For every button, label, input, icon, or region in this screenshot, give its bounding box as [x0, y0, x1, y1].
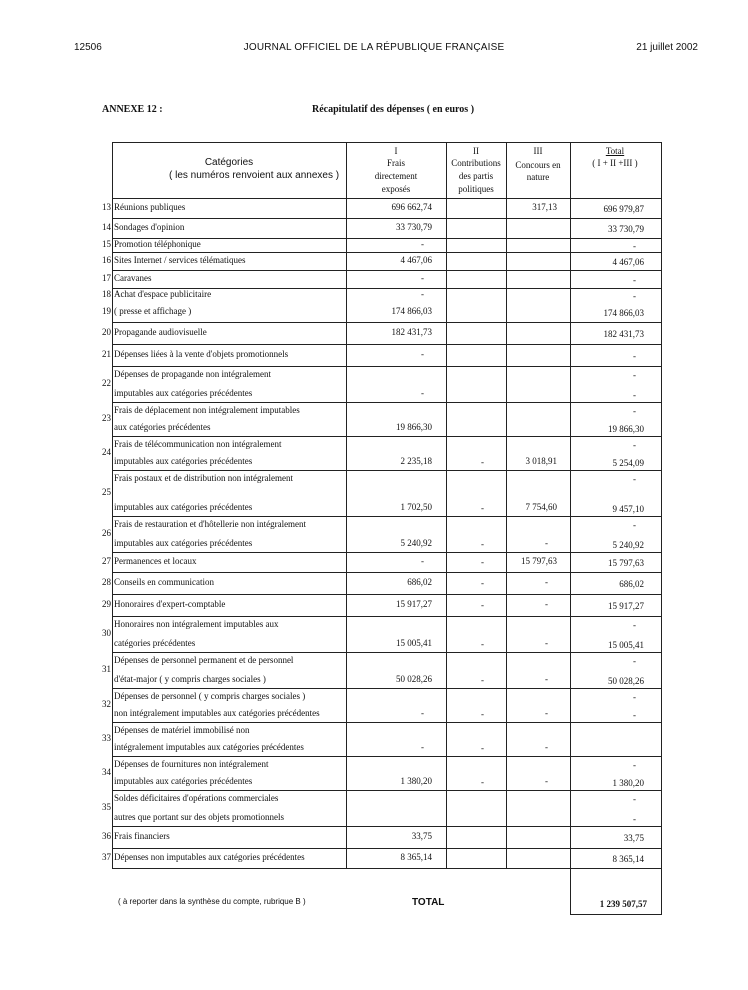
- value-total: 33 730,79: [608, 224, 644, 234]
- row-label: Frais de télécommunication non intégralement: [114, 439, 282, 449]
- row-number: 16: [102, 255, 111, 265]
- row-label: Dépenses de fournitures non intégralement: [114, 759, 269, 769]
- value-col2: -: [481, 777, 484, 787]
- row-number: 22: [102, 378, 111, 388]
- value-total: -: [633, 814, 636, 824]
- row-number: 32: [102, 699, 111, 709]
- table-rule: [112, 436, 661, 437]
- value-col3: -: [545, 674, 548, 684]
- value-col1: -: [421, 289, 424, 299]
- row-label: Conseils en communication: [114, 577, 214, 587]
- row-number: 25: [102, 487, 111, 497]
- annex-title: Récapitulatif des dépenses ( en euros ): [312, 104, 475, 115]
- value-col3: 317,13: [532, 202, 557, 212]
- value-col1: 19 866,30: [396, 422, 432, 432]
- table-rule: [112, 142, 661, 143]
- value-total-top: -: [633, 370, 636, 380]
- row-number: 29: [102, 599, 111, 609]
- table-rule: [112, 722, 661, 723]
- value-total-top: -: [633, 656, 636, 666]
- row-number: 24: [102, 447, 111, 457]
- row-number: 15: [102, 239, 111, 249]
- value-col1: 696 662,74: [391, 202, 432, 212]
- table-rule: [112, 652, 661, 653]
- row-label: Frais de restauration et d'hôtellerie non intégralement: [114, 519, 307, 529]
- table-rule: [112, 366, 661, 367]
- table-rule: [112, 402, 661, 403]
- value-col1: -: [421, 388, 424, 398]
- row-label: ( presse et affichage ): [114, 306, 192, 316]
- header-col3-l2: nature: [526, 172, 550, 182]
- value-total: -: [633, 351, 636, 361]
- row-number: 31: [102, 664, 111, 674]
- table-rule: [112, 790, 661, 791]
- row-label-cont: imputables aux catégories précédentes: [114, 388, 253, 398]
- total-value: 1 239 507,57: [599, 899, 647, 909]
- row-label: Sondages d'opinion: [114, 222, 185, 232]
- row-number: 20: [102, 327, 111, 337]
- value-col1: 1 380,20: [400, 776, 432, 786]
- header-categories: Catégories: [204, 157, 254, 168]
- value-col1: -: [421, 273, 424, 283]
- value-total: 8 365,14: [612, 854, 644, 864]
- row-label: Dépenses de propagande non intégralement: [114, 369, 271, 379]
- row-label-cont: non intégralement imputables aux catégories précédentes: [114, 708, 320, 718]
- table-rule: [112, 848, 661, 849]
- header-col1-l1: Frais: [387, 158, 405, 168]
- value-total: 182 431,73: [603, 329, 644, 339]
- row-number: 21: [102, 349, 111, 359]
- row-label: Caravanes: [114, 273, 152, 283]
- page-number: 12506: [74, 42, 102, 53]
- row-label: Dépenses de personnel ( y compris charges sociales ): [114, 691, 306, 701]
- value-col2: -: [481, 675, 484, 685]
- header-total-l1: Total: [605, 146, 625, 156]
- row-label: Réunions publiques: [114, 202, 186, 212]
- value-total: 686,02: [619, 579, 644, 589]
- value-total: 9 457,10: [612, 504, 644, 514]
- value-total-top: -: [633, 620, 636, 630]
- value-col2: -: [481, 578, 484, 588]
- value-col1: -: [421, 708, 424, 718]
- row-number: 35: [102, 802, 111, 812]
- row-label: Frais postaux et de distribution non intégralement: [114, 473, 293, 483]
- value-total: 15 005,41: [608, 640, 644, 650]
- row-label-cont: imputables aux catégories précédentes: [114, 538, 253, 548]
- value-col2: -: [481, 457, 484, 467]
- value-col3: -: [545, 599, 548, 609]
- table-rule: [112, 198, 661, 199]
- table-rule: [112, 594, 661, 595]
- value-col2: -: [481, 709, 484, 719]
- row-number: 17: [102, 273, 111, 283]
- row-label-cont: d'état-major ( y compris charges sociales ): [114, 674, 266, 684]
- value-total: 33,75: [623, 833, 644, 843]
- total-box: [570, 867, 662, 915]
- row-number: 13: [102, 202, 111, 212]
- value-col3: -: [545, 742, 548, 752]
- value-col2: -: [481, 639, 484, 649]
- value-col3: -: [545, 638, 548, 648]
- header-col2-l3: politiques: [458, 184, 494, 194]
- value-col3: 15 797,63: [521, 556, 557, 566]
- value-col1: -: [421, 349, 424, 359]
- value-total: 19 866,30: [608, 424, 644, 434]
- row-label-cont: imputables aux catégories précédentes: [114, 502, 253, 512]
- value-total: -: [633, 291, 636, 301]
- table-rule: [346, 142, 347, 868]
- table-rule: [112, 616, 661, 617]
- value-col3: 7 754,60: [525, 502, 557, 512]
- row-label: Achat d'espace publicitaire: [114, 289, 212, 299]
- header-col2-l1: Contributions: [451, 158, 501, 168]
- table-rule: [112, 756, 661, 757]
- value-col2: -: [481, 743, 484, 753]
- value-total-top: -: [633, 520, 636, 530]
- header-col3-l1: Concours en: [515, 160, 561, 170]
- row-label: Propagande audiovisuelle: [114, 327, 207, 337]
- header-col3-num: III: [533, 146, 543, 156]
- value-col1: 686,02: [407, 577, 432, 587]
- row-number: 33: [102, 733, 111, 743]
- row-label-cont: catégories précédentes: [114, 638, 196, 648]
- table-rule: [112, 516, 661, 517]
- table-rule: [112, 470, 661, 471]
- row-label: Soldes déficitaires d'opérations commerciales: [114, 793, 279, 803]
- row-label: Dépenses de personnel permanent et de personnel: [114, 655, 294, 665]
- row-label: Frais financiers: [114, 831, 170, 841]
- value-col1: 50 028,26: [396, 674, 432, 684]
- value-total: 5 240,92: [612, 540, 644, 550]
- value-total-top: -: [633, 692, 636, 702]
- table-rule: [112, 322, 661, 323]
- row-label-cont: imputables aux catégories précédentes: [114, 456, 253, 466]
- row-number: 19: [102, 306, 111, 316]
- value-col1: 8 365,14: [400, 852, 432, 862]
- row-number: 14: [102, 222, 111, 232]
- row-label: Dépenses liées à la vente d'objets promotionnels: [114, 349, 289, 359]
- journal-title: JOURNAL OFFICIEL DE LA RÉPUBLIQUE FRANÇAISE: [243, 42, 505, 53]
- total-label: TOTAL: [412, 897, 445, 908]
- header-total-l2: ( I + II +III ): [592, 158, 638, 168]
- value-total: 1 380,20: [612, 778, 644, 788]
- value-col3: -: [545, 538, 548, 548]
- row-number: 27: [102, 556, 111, 566]
- table-rule: [112, 270, 661, 271]
- value-col1: -: [421, 742, 424, 752]
- value-col1: 4 467,06: [400, 255, 432, 265]
- value-total-top: -: [633, 760, 636, 770]
- row-label-cont: imputables aux catégories précédentes: [114, 776, 253, 786]
- value-total: 696 979,87: [603, 204, 644, 214]
- row-label-cont: intégralement imputables aux catégories précédentes: [114, 742, 304, 752]
- value-col1: 5 240,92: [400, 538, 432, 548]
- row-label: Frais de déplacement non intégralement imputables: [114, 405, 300, 415]
- value-col2: -: [481, 539, 484, 549]
- row-label: Permanences et locaux: [114, 556, 197, 566]
- header-categories-sub: ( les numéros renvoient aux annexes ): [169, 170, 340, 181]
- row-number: 28: [102, 577, 111, 587]
- value-total-top: -: [633, 474, 636, 484]
- value-col1: 1 702,50: [400, 502, 432, 512]
- value-total: 174 866,03: [603, 308, 644, 318]
- table-rule: [112, 344, 661, 345]
- value-col1: 182 431,73: [391, 327, 432, 337]
- value-col1: -: [421, 556, 424, 566]
- value-total: 5 254,09: [612, 458, 644, 468]
- value-col1: 174 866,03: [391, 306, 432, 316]
- table-rule: [112, 826, 661, 827]
- value-col3: -: [545, 708, 548, 718]
- value-total: -: [633, 275, 636, 285]
- header-col1-l3: exposés: [381, 184, 411, 194]
- header-col1-num: I: [394, 146, 398, 156]
- row-number: 26: [102, 528, 111, 538]
- row-number: 18: [102, 289, 111, 299]
- footnote: ( à reporter dans la synthèse du compte, rubrique B ): [118, 897, 306, 906]
- row-number: 36: [102, 831, 111, 841]
- value-col2: -: [481, 503, 484, 513]
- value-total: 15 917,27: [608, 601, 644, 611]
- row-label-cont: autres que portant sur des objets promotionnels: [114, 812, 284, 822]
- row-label: Honoraires non intégralement imputables aux: [114, 619, 279, 629]
- row-number: 30: [102, 628, 111, 638]
- row-number: 34: [102, 767, 111, 777]
- row-number: 37: [102, 852, 111, 862]
- header-col2-num: II: [473, 146, 479, 156]
- header-col1-l2: directement: [374, 171, 418, 181]
- table-rule: [570, 142, 571, 868]
- value-total: -: [633, 710, 636, 720]
- value-col1: -: [421, 239, 424, 249]
- value-total: 50 028,26: [608, 676, 644, 686]
- value-col2: -: [481, 600, 484, 610]
- table-rule: [112, 142, 113, 868]
- value-total: -: [633, 390, 636, 400]
- annex-label: ANNEXE 12 :: [102, 104, 163, 115]
- row-label: Dépenses de matériel immobilisé non: [114, 725, 250, 735]
- publication-date: 21 juillet 2002: [636, 42, 698, 53]
- row-number: 23: [102, 413, 111, 423]
- value-col3: 3 018,91: [525, 456, 557, 466]
- table-rule: [112, 572, 661, 573]
- header-col2-l2: des partis: [458, 171, 494, 181]
- table-rule: [112, 252, 661, 253]
- row-label: Promotion téléphonique: [114, 239, 201, 249]
- value-total: 15 797,63: [608, 558, 644, 568]
- row-label-cont: aux catégories précédentes: [114, 422, 211, 432]
- value-col1: 33 730,79: [396, 222, 432, 232]
- table-rule: [112, 552, 661, 553]
- row-label: Sites Internet / services télématiques: [114, 255, 246, 265]
- value-total-top: -: [633, 440, 636, 450]
- table-rule: [446, 142, 447, 868]
- value-col2: -: [481, 557, 484, 567]
- value-col3: -: [545, 577, 548, 587]
- value-total: 4 467,06: [612, 257, 644, 267]
- value-total: -: [633, 241, 636, 251]
- value-total-top: -: [633, 794, 636, 804]
- value-col1: 15 005,41: [396, 638, 432, 648]
- value-col3: -: [545, 776, 548, 786]
- value-total-top: -: [633, 406, 636, 416]
- row-label: Honoraires d'expert-comptable: [114, 599, 226, 609]
- table-rule: [112, 688, 661, 689]
- value-col1: 33,75: [411, 831, 432, 841]
- value-col1: 15 917,27: [396, 599, 432, 609]
- value-col1: 2 235,18: [400, 456, 432, 466]
- table-rule: [112, 218, 661, 219]
- table-rule: [506, 142, 507, 868]
- row-label: Dépenses non imputables aux catégories précédentes: [114, 852, 305, 862]
- table-rule: [661, 142, 662, 868]
